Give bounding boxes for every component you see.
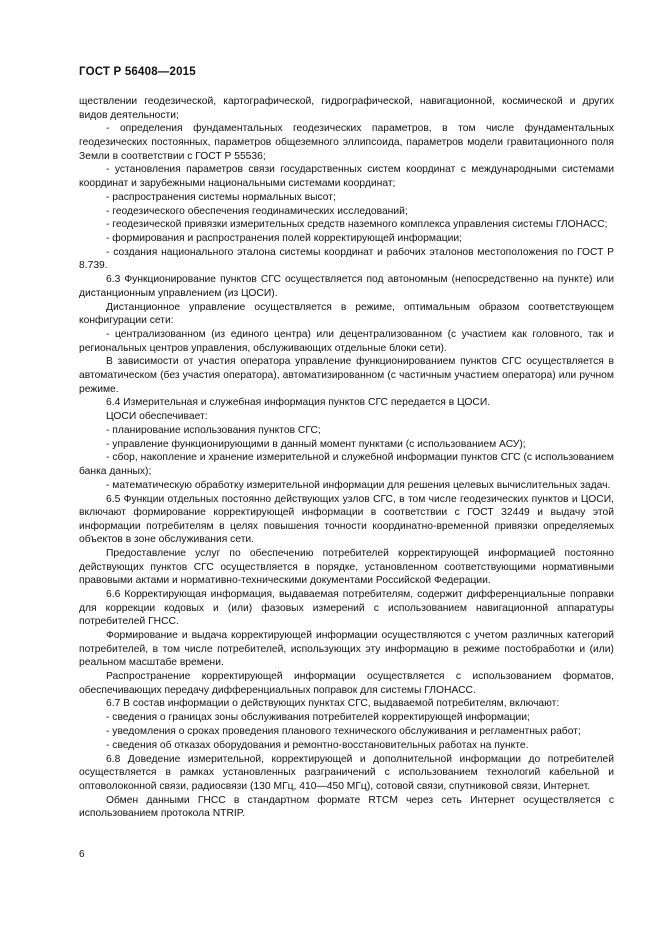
section-6-5: 6.5 Функции отдельных постоянно действующих узлов СГС, в том числе геодезических пунктов и ЦОСИ, включают формирование корректирующей информации в соответствии с ГОСТ 32449 и выдачу этой информации потребителям в целях повышения точности координатно-временной привязки определяемых объектов в зоне обслуживания сети. [79,493,614,546]
document-header: ГОСТ Р 56408—2015 [79,66,196,78]
paragraph: Распространение корректирующей информации осуществляется с использованием форматов, обеспечивающих передачу дифференциальных поправок для системы ГЛОНАСС. [79,671,614,696]
paragraph: - сбор, накопление и хранение измерительной и служебной информации пунктов СГС (с использованием банка данных); [79,452,614,478]
paragraph: Дистанционное управление осуществляется в режиме, оптимальным образом соответствующем конфигурации сети: [79,301,614,327]
page-number: 6 [79,849,85,860]
section-6-3: 6.3 Функционирование пунктов СГС осуществляется под автономным (непосредственно на пункте) или дистанционным управлением (из ЦОСИ). [79,274,614,299]
section-6-7: 6.7 В состав информации о действующих пунктах СГС, выдаваемой потребителям, включают: [106,698,560,710]
paragraph: Формирование и выдача корректирующей информации осуществляются с учетом различных категорий потребителей, в том числе потребителей, использующих эту информацию в режиме постобработки и (или) реальном масштабе времени. [79,630,614,669]
paragraph: - формирования и распространения полей корректирующей информации; [106,233,462,245]
paragraph: Предоставление услуг по обеспечению потребителей корректирующей информацией постоянно действующих пунктов СГС осуществляется в порядке, установленном соответствующими нормативными правовыми актами и нормативно-техническими документами Российской Федерации. [79,548,614,587]
paragraph: - установления параметров связи государственных систем координат с международными системами координат и зарубежными национальными системами координат; [79,164,614,189]
paragraph: - планирование использования пунктов СГС; [106,424,321,436]
section-6-8: 6.8 Доведение измерительной, корректирующей и дополнительной информации до потребителей осуществляется в рамках установленных разграничений с использованием технологий кабельной и оптоволоконной связи, радиосвязи (130 МГц, 410—450 МГц), сотовой связи, спутниковой связи, Интернет. [79,753,614,792]
paragraph: - определения фундаментальных геодезических параметров, в том числе фундаментальных геодезических постоянных, параметров общеземного эллипсоида, параметров модели гравитационного поля Земли в соответствии с ГОСТ Р 55536; [79,123,614,162]
document-body [79,95,614,821]
paragraph: - геодезической привязки измерительных средств наземного комплекса управления системы ГЛОНАСС; [106,219,608,231]
section-6-4: 6.4 Измерительная и служебная информация пунктов СГС передается в ЦОСИ. [106,397,491,409]
paragraph: ЦОСИ обеспечивает: [106,411,208,423]
paragraph: - распространения системы нормальных высот; [106,191,336,203]
section-6-6: 6.6 Корректирующая информация, выдаваемая потребителям, содержит дифференциальные поправки для коррекции кодовых и (или) фазовых измерений с использованием навигационной аппаратуры потребителей ГНСС. [79,589,614,628]
paragraph: - уведомления о сроках проведения планового технического обслуживания и регламентных работ; [106,726,581,737]
paragraph: ществлении геодезической, картографической, гидрографической, навигационной, космической и других видов деятельности; [79,96,614,121]
paragraph: - сведения о границах зоны обслуживания потребителей корректирующей информации; [106,712,530,724]
paragraph: - геодезического обеспечения геодинамических исследований; [106,205,408,217]
paragraph: - управление функционирующими в данный момент пунктами (с использованием АСУ); [106,438,526,450]
paragraph: - создания национального эталона системы координат и рабочих эталонов местоположения по ГОСТ Р 8.739. [79,246,614,272]
paragraph: - централизованном (из единого центра) или децентрализованном (с участием как головного, так и региональных центров управления, обслуживающих отдельные блоки сети). [79,328,614,354]
paragraph: В зависимости от участия оператора управление функционированием пунктов СГС осуществляется в автоматическом (без участия оператора), автоматизированном (с частичным участием оператора) или ручном режиме. [79,356,614,395]
paragraph: - сведения об отказах оборудования и ремонтно-восстановительных работах на пункте. [106,739,529,751]
paragraph: Обмен данными ГНСС в стандартном формате RTCM через сеть Интернет осуществляется с использованием протокола NTRIP. [79,794,614,820]
paragraph: - математическую обработку измерительной информации для решения целевых вычислительных задач. [106,479,611,491]
